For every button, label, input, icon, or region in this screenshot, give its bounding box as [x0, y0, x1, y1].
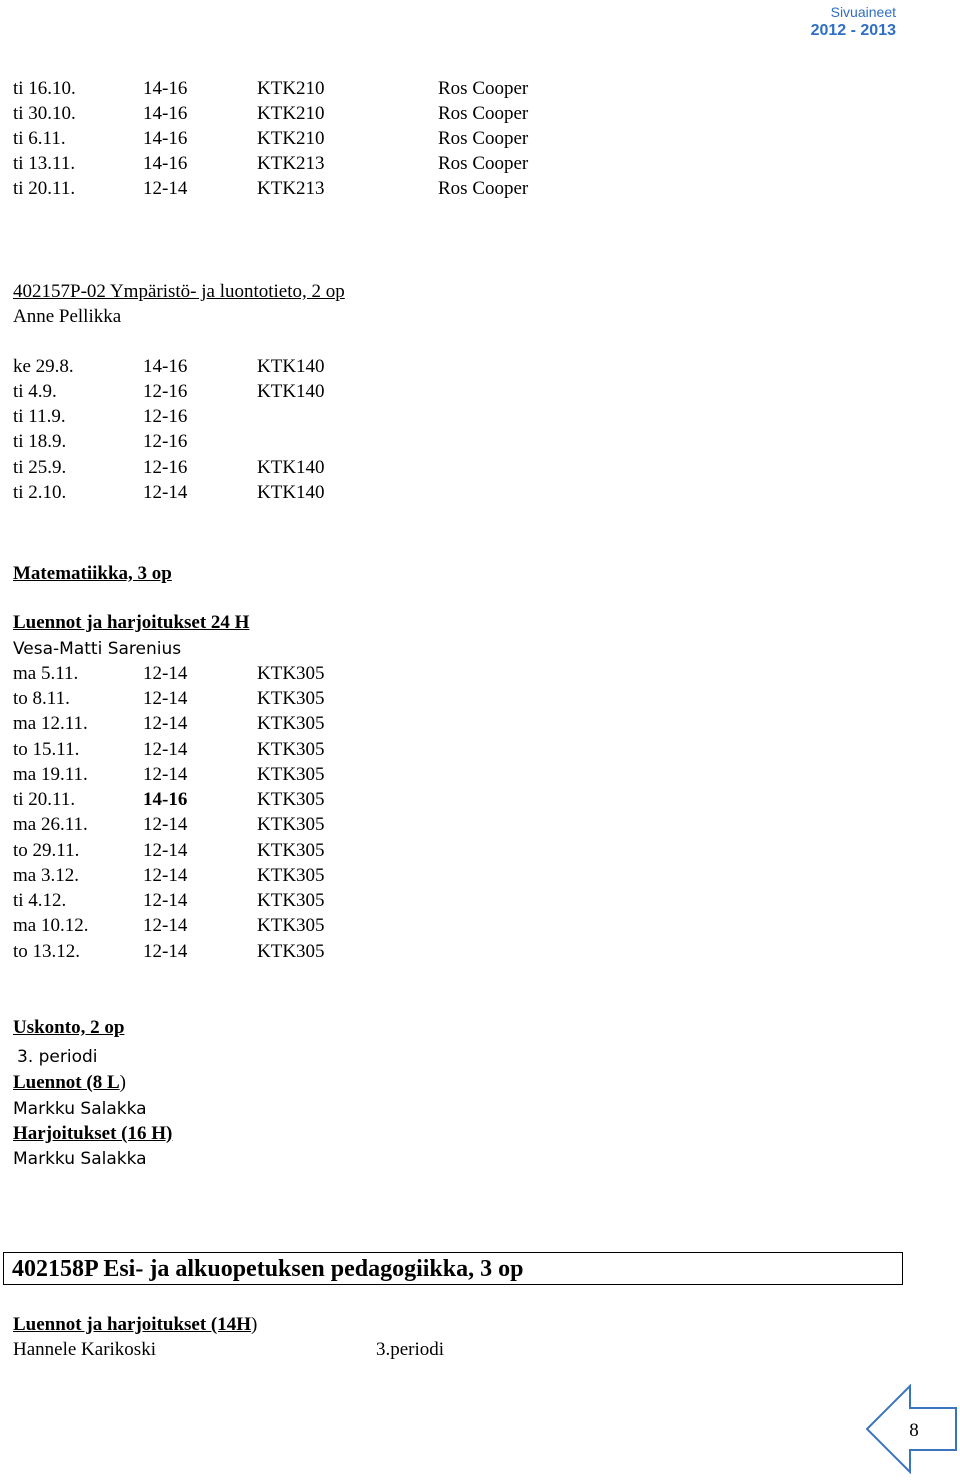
date: ti 6.11. — [13, 128, 66, 149]
room: KTK305 — [257, 814, 325, 835]
time: 12-14 — [143, 865, 188, 886]
time: 12-14 — [143, 941, 188, 962]
time: 12-14 — [143, 688, 188, 709]
date: ti 2.10. — [13, 482, 67, 503]
time: 14-16 — [143, 356, 188, 377]
room: KTK305 — [257, 764, 325, 785]
room: KTK140 — [257, 482, 325, 503]
room: KTK213 — [257, 178, 325, 199]
time: 12-14 — [143, 764, 188, 785]
date: ti 18.9. — [13, 431, 67, 452]
date: ke 29.8. — [13, 356, 74, 377]
time: 12-16 — [143, 457, 188, 478]
room: KTK305 — [257, 739, 325, 760]
pedagogy-subtitle — [13, 1313, 257, 1337]
teacher: Ros Cooper — [438, 128, 529, 149]
room: KTK213 — [257, 153, 325, 174]
room: KTK140 — [257, 457, 325, 478]
time: 14-16 — [143, 153, 188, 174]
date: to 8.11. — [13, 688, 70, 709]
room: KTK140 — [257, 381, 325, 402]
page-number: 8 — [909, 1420, 919, 1441]
room: KTK305 — [257, 840, 325, 861]
lectures-label-close: ) — [119, 1072, 126, 1093]
date: ma 10.12. — [13, 915, 89, 936]
time: 12-14 — [143, 840, 188, 861]
time: 12-14 — [143, 663, 188, 684]
course-title-pedagogy: 402158P Esi- ja alkuopetuksen pedagogiikka, 3 op — [12, 1256, 524, 1282]
time: 12-14 — [143, 482, 188, 503]
date: ti 20.11. — [13, 178, 76, 199]
section-subtitle: Luennot ja harjoitukset 24 H — [13, 612, 250, 633]
teacher: Ros Cooper — [438, 103, 529, 124]
room: KTK305 — [257, 941, 325, 962]
room: KTK305 — [257, 713, 325, 734]
date: ma 5.11. — [13, 663, 79, 684]
course-teacher: Vesa-Matti Sarenius — [13, 639, 182, 659]
document-header — [811, 4, 896, 41]
lectures-label: Luennot (8 L — [13, 1072, 120, 1093]
room: KTK305 — [257, 789, 325, 810]
room: KTK305 — [257, 915, 325, 936]
room: KTK305 — [257, 890, 325, 911]
date: ma 12.11. — [13, 713, 88, 734]
page-number-badge — [866, 1384, 958, 1474]
date: ti 13.11. — [13, 153, 76, 174]
course-title-environment: 402157P-02 Ympäristö- ja luontotieto, 2 op — [13, 281, 345, 302]
time: 12-14 — [143, 739, 188, 760]
time: 12-14 — [143, 713, 188, 734]
header-subject: Sivuaineet — [830, 4, 896, 20]
time: 12-14 — [143, 915, 188, 936]
course-title-math: Matematiikka, 3 op — [13, 563, 172, 584]
teacher: Ros Cooper — [438, 178, 529, 199]
pedagogy-subtitle-label: Luennot ja harjoitukset (14H — [13, 1314, 252, 1335]
time: 12-16 — [143, 381, 188, 402]
lectures-heading — [13, 1071, 126, 1095]
time: 12-14 — [143, 890, 188, 911]
room: KTK210 — [257, 128, 325, 149]
room: KTK305 — [257, 865, 325, 886]
teacher: Ros Cooper — [438, 153, 529, 174]
date: ti 16.10. — [13, 78, 76, 99]
lecturer: Markku Salakka — [13, 1099, 147, 1119]
course-title-religion: Uskonto, 2 op — [13, 1017, 125, 1038]
teacher: Ros Cooper — [438, 78, 529, 99]
date: to 29.11. — [13, 840, 80, 861]
date: ti 25.9. — [13, 457, 67, 478]
time: 12-14 — [143, 178, 188, 199]
date: ma 3.12. — [13, 865, 79, 886]
time: 12-14 — [143, 814, 188, 835]
date: ma 26.11. — [13, 814, 88, 835]
course-teacher: Anne Pellikka — [13, 306, 122, 327]
date: ti 4.12. — [13, 890, 67, 911]
room: KTK305 — [257, 663, 325, 684]
header-year: 2012 - 2013 — [810, 22, 896, 39]
room: KTK140 — [257, 356, 325, 377]
time: 12-16 — [143, 431, 188, 452]
time: 14-16 — [143, 103, 188, 124]
time: 14-16 — [143, 78, 188, 99]
course-teacher: Hannele Karikoski — [13, 1339, 156, 1360]
date: to 15.11. — [13, 739, 80, 760]
date: ti 11.9. — [13, 406, 66, 427]
exercises-label: Harjoitukset (16 H) — [13, 1123, 173, 1144]
time: 14-16 — [143, 789, 188, 810]
date: ti 30.10. — [13, 103, 76, 124]
date: ma 19.11. — [13, 764, 88, 785]
room: KTK305 — [257, 688, 325, 709]
pedagogy-subtitle-close: ) — [251, 1314, 258, 1335]
room: KTK210 — [257, 78, 325, 99]
period-label: 3.periodi — [376, 1339, 445, 1360]
exercise-teacher: Markku Salakka — [13, 1149, 147, 1169]
room: KTK210 — [257, 103, 325, 124]
date: to 13.12. — [13, 941, 81, 962]
next-page-arrow-icon — [866, 1384, 958, 1474]
period-label: 3. periodi — [17, 1047, 98, 1067]
time: 14-16 — [143, 128, 188, 149]
date: ti 4.9. — [13, 381, 57, 402]
date: ti 20.11. — [13, 789, 76, 810]
time: 12-16 — [143, 406, 188, 427]
course-title-box — [3, 1252, 903, 1285]
